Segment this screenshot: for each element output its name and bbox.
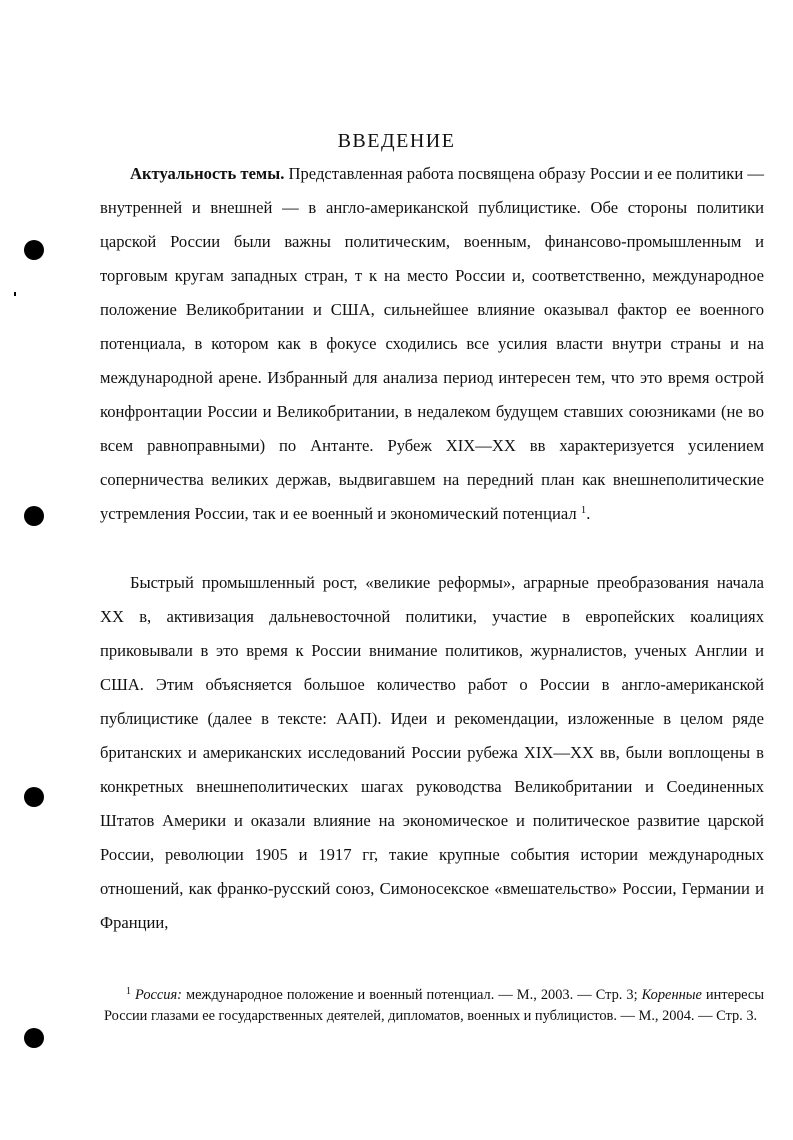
footnote [104,985,764,1027]
footnote-source-2-rest: интересы России глазами ее государственных деятелей, дипломатов, военных и публицистов. — М., 2004. — Стр. 3. [104,987,764,1024]
binder-hole-2 [24,506,44,526]
binder-hole-1 [24,240,44,260]
footnote-marker: 1 [126,986,131,997]
binder-hole-4 [24,1028,44,1048]
footnote-reference: 1 [580,504,587,516]
scan-speck [14,292,16,296]
footnote-source-1-rest: международное положение и военный потенциал. — М., 2003. — Стр. 3; [186,987,638,1003]
page-title: ВВЕДЕНИЕ [337,130,456,152]
paragraph-end: . [586,504,591,523]
binder-hole-3 [24,787,44,807]
footnote-source-2-title: Коренные [641,987,702,1003]
paragraph-body: Быстрый промышленный рост, «великие реформы», аграрные преобразования начала XX в, активизация дальневосточной политики, участие в европейских коалициях приковывали в это время к России внимание политиков, журналистов, ученых Англии и США. Этим объясняется большое количество работ о России в англо-американской публицистике (далее в тексте: ААП). Идеи и рекомендации, изложенные в целом ряде британских и американских исследований России рубежа XIX—XX вв, были воплощены в конкретных внешнеполитических шагах руководства Великобритании и Соединенных Штатов Америки и оказали влияние на экономическое и политическое развитие царской России, революции 1905 и 1917 гг, такие крупные события истории международных отношений, как франко-русский союз, Симоносекское «вмешательство» России, Германии и Франции, [100,573,764,932]
paragraph-body: Представленная работа посвящена образу России и ее политики — внутренней и внешней — в англо-американской публицистике. Обе стороны политики царской России были важны политическим, военным, финансово-промышленным и торговым кругам западных стран, т к на место России и, соответственно, международное положение Великобритании и США, сильнейшее влияние оказывал фактор ее военного потенциала, в котором как в фокусе сходились все усилия власти внутри страны и на международной арене. Избранный для анализа период интересен тем, что это время острой конфронтации России и Великобритании, в недалеком будущем ставших союзниками (не во всем равноправными) по Антанте. Рубеж XIX—XX вв характеризуется усилением соперничества великих держав, выдвигавшем на передний план как внешнеполитические устремления России, так и ее военный и экономический потенциал [100,164,764,523]
footnote-source-1-title: Россия: [135,987,182,1003]
paragraph-context [100,566,764,940]
paragraph-relevance [100,157,764,531]
paragraph-lead: Актуальность темы. [130,164,285,183]
